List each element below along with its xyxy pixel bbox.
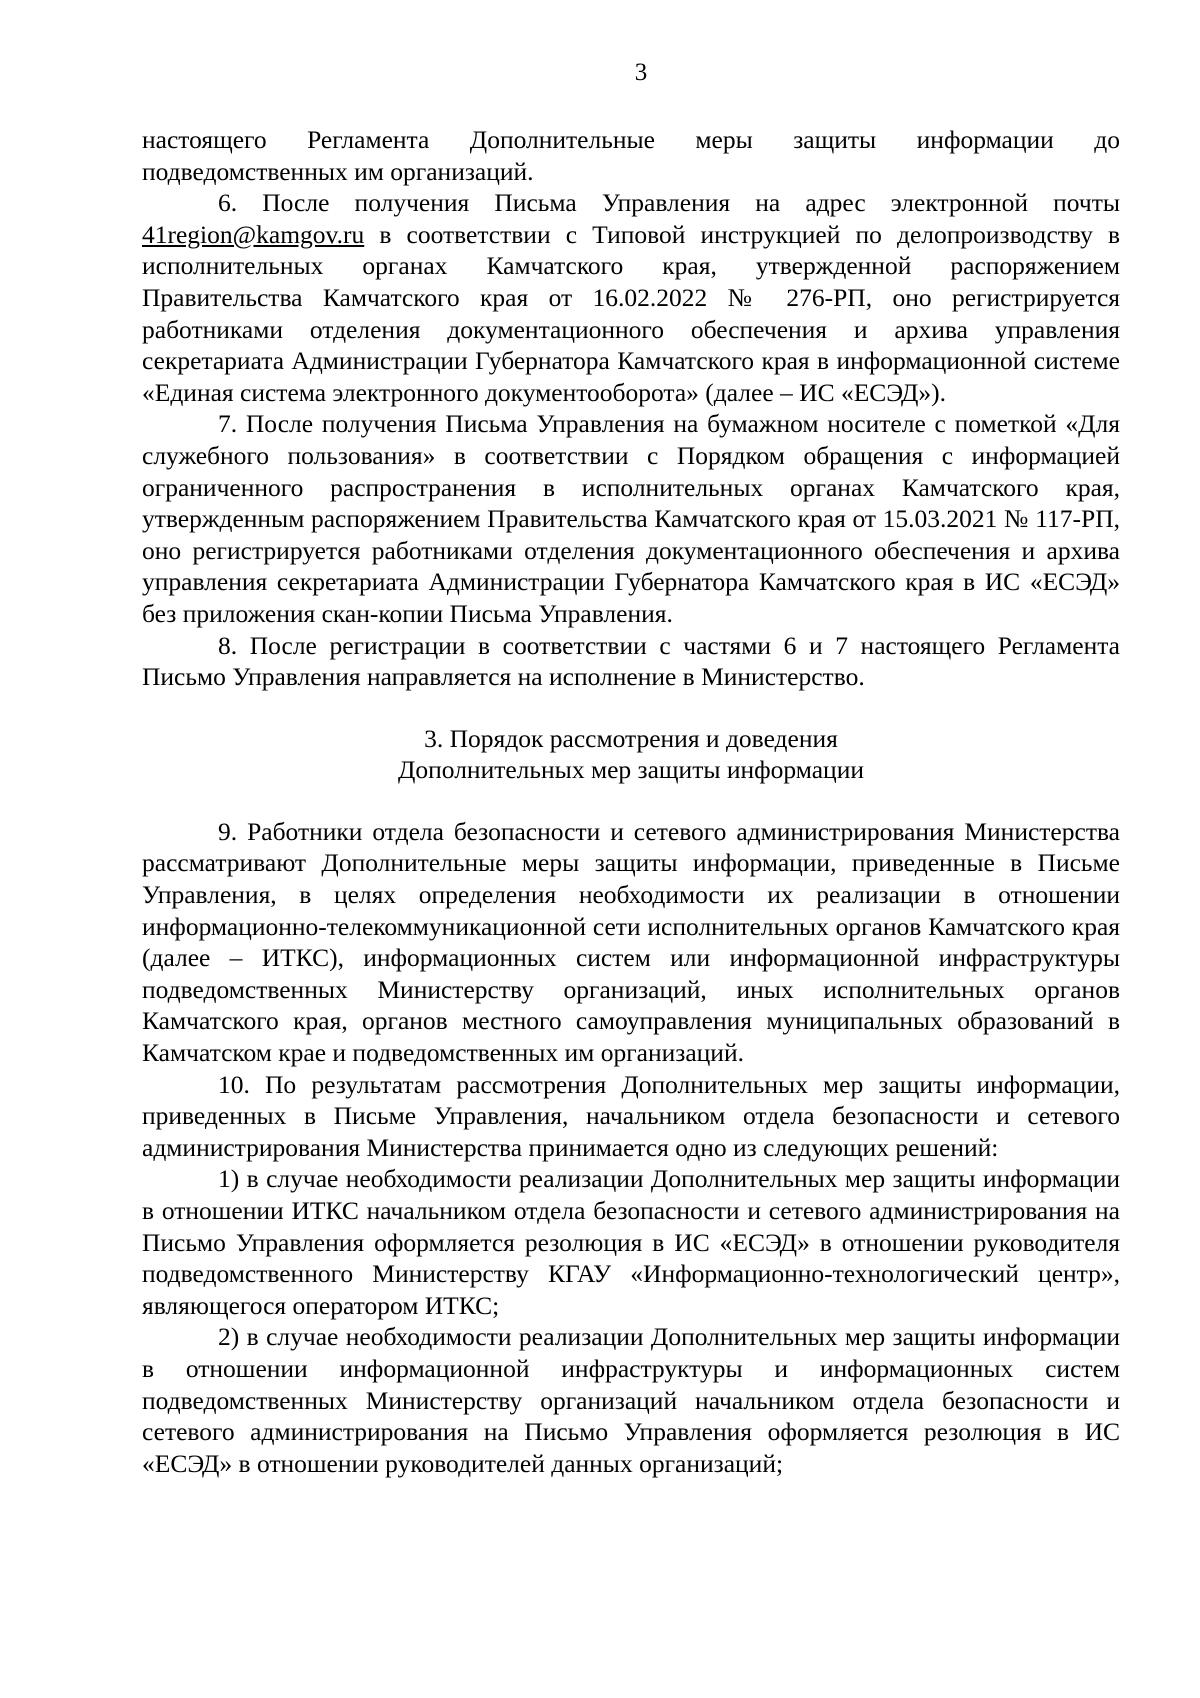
paragraph-6-text-start: 6. После получения Письма Управления на адрес электронной почты: [218, 188, 1120, 218]
section-heading-line-1: 3. Порядок рассмотрения и доведения: [424, 723, 838, 753]
section-heading-line-2: Дополнительных мер защиты информации: [398, 755, 864, 785]
paragraph-9: 9. Работники отдела безопасности и сетевого администрирования Министерства рассматривают Дополнительные меры защиты информации, приведенные в Письме Управления, в целях определения необходимости их реализации в отношении информационно-телекоммуникационной сети исполнительных органов Камчатского края (далее – ИТКС), информационных систем или информационной инфраструктуры подведомственных Министерству организаций, иных исполнительных органов Камчатского края, органов местного самоуправления муниципальных образований в Камчатском крае и подведомственных им организаций.: [142, 816, 1120, 1068]
email-link[interactable]: 41region@kamgov.ru: [142, 219, 365, 249]
paragraph-7: 7. После получения Письма Управления на бумажном носителе с пометкой «Для служебного пользования» в соответствии с Порядком обращения с информацией ограниченного распространения в исполнительных органах Камчатского края, утвержденным распоряжением Правительства Камчатского края от 15.03.2021 № 117-РП, оно регистрируется работниками отделения документационного обеспечения и архива управления секретариата Администрации Губернатора Камчатского края в ИС «ЕСЭД» без приложения скан-копии Письма Управления.: [142, 409, 1120, 628]
paragraph-6-text-end: в соответствии с Типовой инструкцией по делопроизводству в исполнительных органах Камчатского края, утвержденной распоряжением Правительства Камчатского края от 16.02.2022 № 276-РП, оно регистрируется работниками отделения документационного обеспечения и архива управления секретариата Администрации Губернатора Камчатского края в информационной системе «Единая система электронного документооборота» (далее – ИС «ЕСЭД»).: [142, 219, 1120, 407]
paragraph-intro: настоящего Регламента Дополнительные меры защиты информации до подведомственных им организаций.: [142, 125, 1120, 186]
section-heading: [142, 723, 1120, 786]
paragraph-10: 10. По результатам рассмотрения Дополнительных мер защиты информации, приведенных в Письме Управления, начальником отдела безопасности и сетевого администрирования Министерства принимается одно из следующих решений:: [142, 1069, 1120, 1162]
paragraph-10-item-1: 1) в случае необходимости реализации Дополнительных мер защиты информации в отношении ИТКС начальником отдела безопасности и сетевого администрирования на Письмо Управления оформляется резолюция в ИС «ЕСЭД» в отношении руководителя подведомственного Министерству КГАУ «Информационно-технологический центр», являющегося оператором ИТКС;: [142, 1164, 1120, 1320]
page-number: 3: [634, 59, 648, 86]
paragraph-8: 8. После регистрации в соответствии с частями 6 и 7 настоящего Регламента Письмо Управления направляется на исполнение в Министерство.: [142, 630, 1120, 692]
paragraph-10-item-2: 2) в случае необходимости реализации Дополнительных мер защиты информации в отношении информационной инфраструктуры и информационных систем подведомственных Министерству организаций начальником отдела безопасности и сетевого администрирования на Письмо Управления оформляется резолюция в ИС «ЕСЭД» в отношении руководителей данных организаций;: [142, 1322, 1120, 1478]
paragraph-6: [142, 187, 1120, 408]
